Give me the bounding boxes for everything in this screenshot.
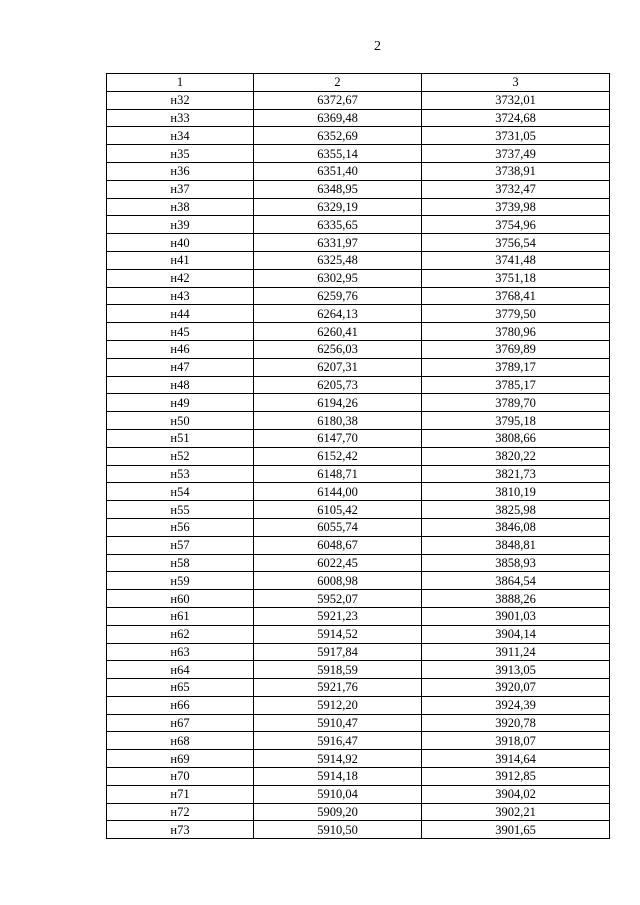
y-coordinate-cell: 3825,98 bbox=[422, 501, 610, 519]
table-row bbox=[107, 91, 610, 109]
x-coordinate-cell: 6144,00 bbox=[254, 483, 422, 501]
table-row bbox=[107, 679, 610, 697]
table-row bbox=[107, 323, 610, 341]
point-id-cell: н70 bbox=[107, 768, 254, 786]
x-coordinate-cell: 6048,67 bbox=[254, 536, 422, 554]
y-coordinate-cell: 3768,41 bbox=[422, 287, 610, 305]
point-id-cell: н42 bbox=[107, 269, 254, 287]
point-id-cell: н33 bbox=[107, 109, 254, 127]
point-id-cell: н72 bbox=[107, 803, 254, 821]
table-row bbox=[107, 251, 610, 269]
table-row bbox=[107, 198, 610, 216]
y-coordinate-cell: 3731,05 bbox=[422, 127, 610, 145]
x-coordinate-cell: 6352,69 bbox=[254, 127, 422, 145]
x-coordinate-cell: 5914,18 bbox=[254, 768, 422, 786]
x-coordinate-cell: 6260,41 bbox=[254, 323, 422, 341]
x-coordinate-cell: 6369,48 bbox=[254, 109, 422, 127]
y-coordinate-cell: 3888,26 bbox=[422, 590, 610, 608]
table-row bbox=[107, 536, 610, 554]
column-header: 3 bbox=[422, 74, 610, 92]
table-row bbox=[107, 269, 610, 287]
point-id-cell: н59 bbox=[107, 572, 254, 590]
x-coordinate-cell: 6152,42 bbox=[254, 447, 422, 465]
table-body bbox=[107, 91, 610, 838]
x-coordinate-cell: 6022,45 bbox=[254, 554, 422, 572]
x-coordinate-cell: 6008,98 bbox=[254, 572, 422, 590]
table-row bbox=[107, 501, 610, 519]
table-row bbox=[107, 145, 610, 163]
y-coordinate-cell: 3789,70 bbox=[422, 394, 610, 412]
x-coordinate-cell: 6259,76 bbox=[254, 287, 422, 305]
x-coordinate-cell: 6148,71 bbox=[254, 465, 422, 483]
y-coordinate-cell: 3902,21 bbox=[422, 803, 610, 821]
point-id-cell: н46 bbox=[107, 340, 254, 358]
table-row bbox=[107, 732, 610, 750]
y-coordinate-cell: 3848,81 bbox=[422, 536, 610, 554]
point-id-cell: н47 bbox=[107, 358, 254, 376]
table-row bbox=[107, 447, 610, 465]
coordinates-table bbox=[106, 73, 610, 839]
table-row bbox=[107, 465, 610, 483]
y-coordinate-cell: 3920,78 bbox=[422, 714, 610, 732]
x-coordinate-cell: 6325,48 bbox=[254, 251, 422, 269]
point-id-cell: н63 bbox=[107, 643, 254, 661]
point-id-cell: н41 bbox=[107, 251, 254, 269]
point-id-cell: н50 bbox=[107, 412, 254, 430]
y-coordinate-cell: 3821,73 bbox=[422, 465, 610, 483]
table-row bbox=[107, 714, 610, 732]
x-coordinate-cell: 6372,67 bbox=[254, 91, 422, 109]
y-coordinate-cell: 3918,07 bbox=[422, 732, 610, 750]
point-id-cell: н67 bbox=[107, 714, 254, 732]
table-row bbox=[107, 821, 610, 839]
point-id-cell: н53 bbox=[107, 465, 254, 483]
x-coordinate-cell: 5917,84 bbox=[254, 643, 422, 661]
x-coordinate-cell: 5914,52 bbox=[254, 625, 422, 643]
point-id-cell: н52 bbox=[107, 447, 254, 465]
y-coordinate-cell: 3756,54 bbox=[422, 234, 610, 252]
table-row bbox=[107, 180, 610, 198]
y-coordinate-cell: 3789,17 bbox=[422, 358, 610, 376]
x-coordinate-cell: 6147,70 bbox=[254, 429, 422, 447]
y-coordinate-cell: 3808,66 bbox=[422, 429, 610, 447]
y-coordinate-cell: 3914,64 bbox=[422, 750, 610, 768]
y-coordinate-cell: 3780,96 bbox=[422, 323, 610, 341]
point-id-cell: н51 bbox=[107, 429, 254, 447]
y-coordinate-cell: 3751,18 bbox=[422, 269, 610, 287]
x-coordinate-cell: 5921,76 bbox=[254, 679, 422, 697]
point-id-cell: н61 bbox=[107, 607, 254, 625]
x-coordinate-cell: 5910,47 bbox=[254, 714, 422, 732]
y-coordinate-cell: 3858,93 bbox=[422, 554, 610, 572]
table-row bbox=[107, 394, 610, 412]
point-id-cell: н69 bbox=[107, 750, 254, 768]
y-coordinate-cell: 3795,18 bbox=[422, 412, 610, 430]
table-row bbox=[107, 162, 610, 180]
point-id-cell: н58 bbox=[107, 554, 254, 572]
x-coordinate-cell: 6207,31 bbox=[254, 358, 422, 376]
point-id-cell: н44 bbox=[107, 305, 254, 323]
x-coordinate-cell: 5921,23 bbox=[254, 607, 422, 625]
y-coordinate-cell: 3901,03 bbox=[422, 607, 610, 625]
table-row bbox=[107, 483, 610, 501]
point-id-cell: н55 bbox=[107, 501, 254, 519]
point-id-cell: н54 bbox=[107, 483, 254, 501]
x-coordinate-cell: 6256,03 bbox=[254, 340, 422, 358]
y-coordinate-cell: 3769,89 bbox=[422, 340, 610, 358]
x-coordinate-cell: 5916,47 bbox=[254, 732, 422, 750]
table-row bbox=[107, 305, 610, 323]
table-row bbox=[107, 287, 610, 305]
point-id-cell: н48 bbox=[107, 376, 254, 394]
y-coordinate-cell: 3754,96 bbox=[422, 216, 610, 234]
point-id-cell: н71 bbox=[107, 785, 254, 803]
y-coordinate-cell: 3739,98 bbox=[422, 198, 610, 216]
x-coordinate-cell: 6329,19 bbox=[254, 198, 422, 216]
point-id-cell: н66 bbox=[107, 696, 254, 714]
point-id-cell: н43 bbox=[107, 287, 254, 305]
point-id-cell: н32 bbox=[107, 91, 254, 109]
table-row bbox=[107, 572, 610, 590]
y-coordinate-cell: 3820,22 bbox=[422, 447, 610, 465]
column-header: 1 bbox=[107, 74, 254, 92]
x-coordinate-cell: 6105,42 bbox=[254, 501, 422, 519]
y-coordinate-cell: 3737,49 bbox=[422, 145, 610, 163]
table-row bbox=[107, 590, 610, 608]
y-coordinate-cell: 3785,17 bbox=[422, 376, 610, 394]
y-coordinate-cell: 3904,02 bbox=[422, 785, 610, 803]
point-id-cell: н39 bbox=[107, 216, 254, 234]
point-id-cell: н64 bbox=[107, 661, 254, 679]
x-coordinate-cell: 6331,97 bbox=[254, 234, 422, 252]
table-header-row bbox=[107, 74, 610, 92]
point-id-cell: н35 bbox=[107, 145, 254, 163]
point-id-cell: н38 bbox=[107, 198, 254, 216]
x-coordinate-cell: 6348,95 bbox=[254, 180, 422, 198]
point-id-cell: н60 bbox=[107, 590, 254, 608]
column-header: 2 bbox=[254, 74, 422, 92]
point-id-cell: н62 bbox=[107, 625, 254, 643]
y-coordinate-cell: 3924,39 bbox=[422, 696, 610, 714]
page-number: 2 bbox=[374, 39, 381, 54]
table-row bbox=[107, 768, 610, 786]
x-coordinate-cell: 6335,65 bbox=[254, 216, 422, 234]
point-id-cell: н37 bbox=[107, 180, 254, 198]
table-row bbox=[107, 643, 610, 661]
table-row bbox=[107, 554, 610, 572]
table-row bbox=[107, 358, 610, 376]
point-id-cell: н56 bbox=[107, 518, 254, 536]
table-row bbox=[107, 661, 610, 679]
point-id-cell: н40 bbox=[107, 234, 254, 252]
x-coordinate-cell: 6194,26 bbox=[254, 394, 422, 412]
y-coordinate-cell: 3901,65 bbox=[422, 821, 610, 839]
x-coordinate-cell: 6055,74 bbox=[254, 518, 422, 536]
y-coordinate-cell: 3810,19 bbox=[422, 483, 610, 501]
y-coordinate-cell: 3864,54 bbox=[422, 572, 610, 590]
y-coordinate-cell: 3913,05 bbox=[422, 661, 610, 679]
x-coordinate-cell: 6302,95 bbox=[254, 269, 422, 287]
point-id-cell: н34 bbox=[107, 127, 254, 145]
y-coordinate-cell: 3846,08 bbox=[422, 518, 610, 536]
table-row bbox=[107, 785, 610, 803]
table-row bbox=[107, 340, 610, 358]
y-coordinate-cell: 3912,85 bbox=[422, 768, 610, 786]
table-row bbox=[107, 109, 610, 127]
point-id-cell: н57 bbox=[107, 536, 254, 554]
y-coordinate-cell: 3911,24 bbox=[422, 643, 610, 661]
x-coordinate-cell: 5914,92 bbox=[254, 750, 422, 768]
point-id-cell: н36 bbox=[107, 162, 254, 180]
point-id-cell: н68 bbox=[107, 732, 254, 750]
point-id-cell: н73 bbox=[107, 821, 254, 839]
y-coordinate-cell: 3732,47 bbox=[422, 180, 610, 198]
table-row bbox=[107, 234, 610, 252]
x-coordinate-cell: 5912,20 bbox=[254, 696, 422, 714]
x-coordinate-cell: 5918,59 bbox=[254, 661, 422, 679]
y-coordinate-cell: 3724,68 bbox=[422, 109, 610, 127]
x-coordinate-cell: 5952,07 bbox=[254, 590, 422, 608]
y-coordinate-cell: 3779,50 bbox=[422, 305, 610, 323]
x-coordinate-cell: 6205,73 bbox=[254, 376, 422, 394]
x-coordinate-cell: 6180,38 bbox=[254, 412, 422, 430]
y-coordinate-cell: 3920,07 bbox=[422, 679, 610, 697]
y-coordinate-cell: 3732,01 bbox=[422, 91, 610, 109]
table-row bbox=[107, 625, 610, 643]
x-coordinate-cell: 5910,04 bbox=[254, 785, 422, 803]
point-id-cell: н45 bbox=[107, 323, 254, 341]
y-coordinate-cell: 3741,48 bbox=[422, 251, 610, 269]
table-row bbox=[107, 750, 610, 768]
point-id-cell: н65 bbox=[107, 679, 254, 697]
table-row bbox=[107, 803, 610, 821]
table-row bbox=[107, 412, 610, 430]
table-row bbox=[107, 376, 610, 394]
table-row bbox=[107, 518, 610, 536]
table-row bbox=[107, 216, 610, 234]
table-row bbox=[107, 607, 610, 625]
x-coordinate-cell: 6351,40 bbox=[254, 162, 422, 180]
table-row bbox=[107, 127, 610, 145]
table-row bbox=[107, 429, 610, 447]
point-id-cell: н49 bbox=[107, 394, 254, 412]
x-coordinate-cell: 6355,14 bbox=[254, 145, 422, 163]
x-coordinate-cell: 5910,50 bbox=[254, 821, 422, 839]
x-coordinate-cell: 6264,13 bbox=[254, 305, 422, 323]
x-coordinate-cell: 5909,20 bbox=[254, 803, 422, 821]
y-coordinate-cell: 3738,91 bbox=[422, 162, 610, 180]
table-row bbox=[107, 696, 610, 714]
y-coordinate-cell: 3904,14 bbox=[422, 625, 610, 643]
